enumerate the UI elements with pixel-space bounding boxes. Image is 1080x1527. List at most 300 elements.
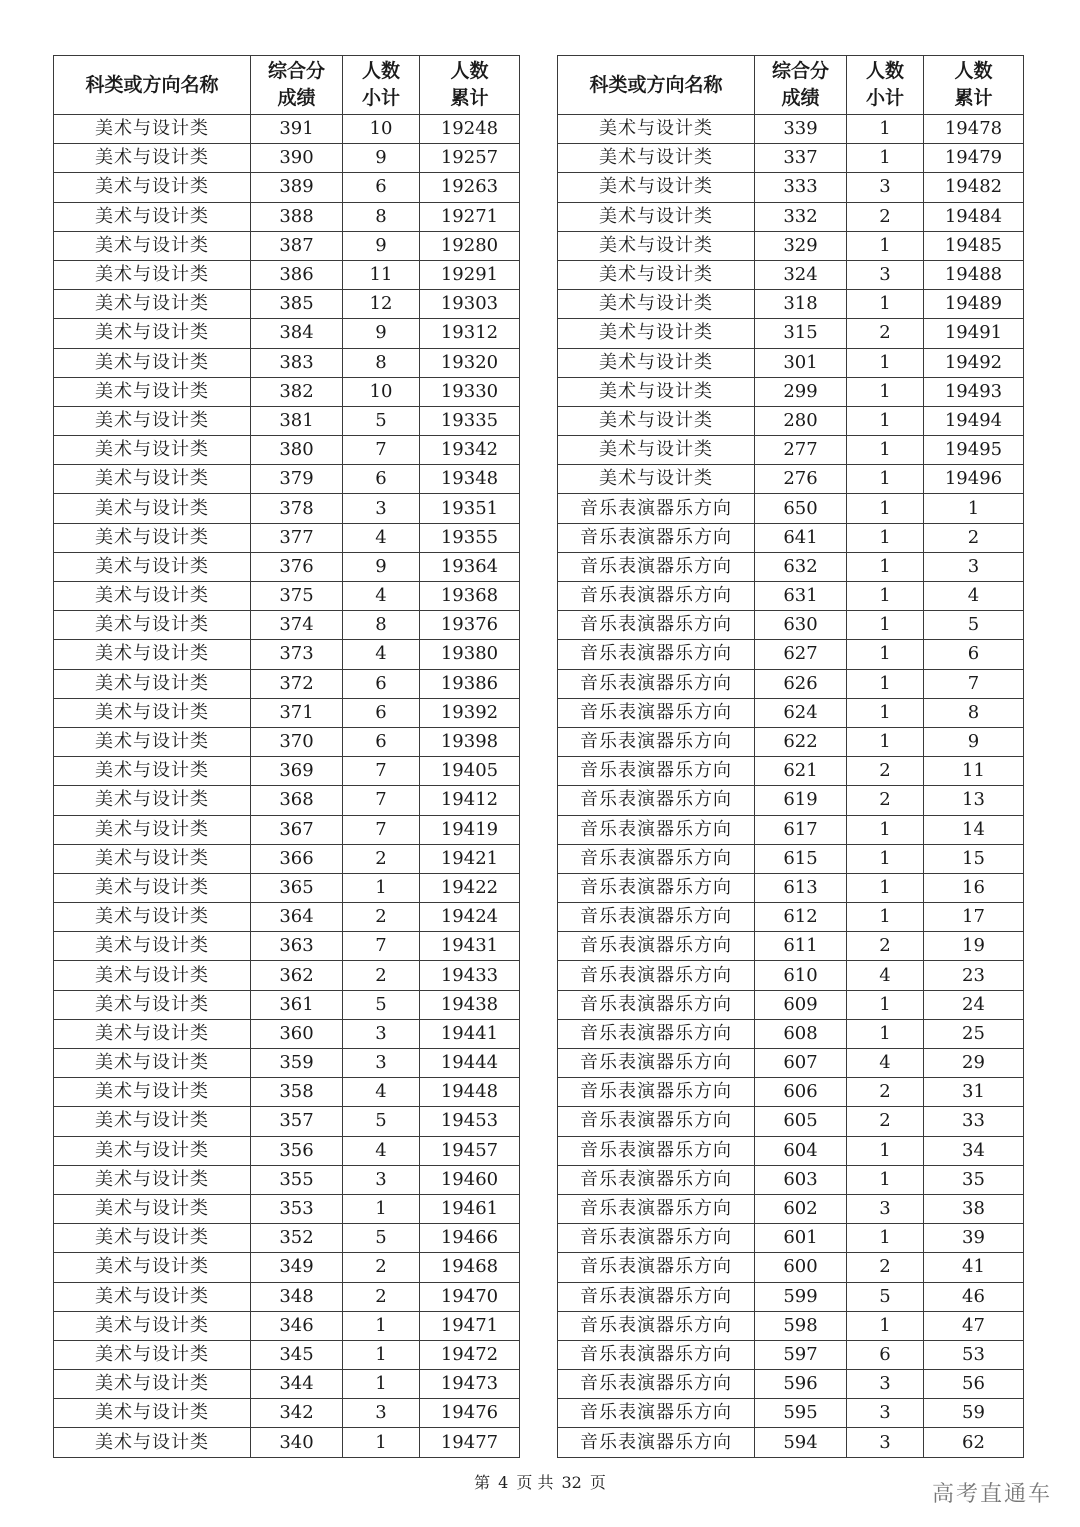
cell-category: 美术与设计类 [54, 727, 251, 756]
cell-category: 美术与设计类 [54, 1282, 251, 1311]
cell-category: 音乐表演器乐方向 [558, 1428, 755, 1457]
table-row [54, 1224, 520, 1253]
cell-category: 音乐表演器乐方向 [558, 961, 755, 990]
cell-cumulative: 38 [924, 1194, 1024, 1223]
cell-count: 1 [847, 377, 924, 406]
cell-category: 美术与设计类 [54, 844, 251, 873]
table-row [54, 1340, 520, 1369]
cell-cumulative: 59 [924, 1399, 1024, 1428]
table-row [54, 1428, 520, 1457]
table-row [54, 727, 520, 756]
cell-cumulative: 16 [924, 873, 1024, 902]
cell-cumulative: 19405 [420, 757, 520, 786]
cell-score: 641 [755, 523, 847, 552]
cell-cumulative: 2 [924, 523, 1024, 552]
header-category: 科类或方向名称 [54, 56, 251, 115]
cell-count: 2 [343, 1253, 420, 1282]
cell-score: 337 [755, 144, 847, 173]
cell-category: 美术与设计类 [558, 319, 755, 348]
cell-category: 美术与设计类 [54, 260, 251, 289]
cell-category: 美术与设计类 [54, 1165, 251, 1194]
cell-score: 276 [755, 465, 847, 494]
cell-cumulative: 5 [924, 611, 1024, 640]
cell-category: 美术与设计类 [54, 1311, 251, 1340]
cell-count: 2 [847, 1107, 924, 1136]
cell-cumulative: 11 [924, 757, 1024, 786]
cell-score: 360 [251, 1019, 343, 1048]
cell-cumulative: 14 [924, 815, 1024, 844]
table-row [54, 436, 520, 465]
table-row [558, 727, 1024, 756]
cell-score: 340 [251, 1428, 343, 1457]
cell-count: 6 [343, 465, 420, 494]
cell-count: 2 [343, 961, 420, 990]
table-row [54, 786, 520, 815]
cell-cumulative: 19355 [420, 523, 520, 552]
cell-category: 音乐表演器乐方向 [558, 669, 755, 698]
cell-score: 600 [755, 1253, 847, 1282]
cell-cumulative: 3 [924, 552, 1024, 581]
cell-cumulative: 53 [924, 1340, 1024, 1369]
table-row [54, 406, 520, 435]
cell-cumulative: 19485 [924, 231, 1024, 260]
cell-category: 美术与设计类 [54, 961, 251, 990]
cell-cumulative: 19 [924, 932, 1024, 961]
cell-category: 音乐表演器乐方向 [558, 1311, 755, 1340]
table-row [54, 1136, 520, 1165]
cell-count: 1 [847, 640, 924, 669]
cell-score: 349 [251, 1253, 343, 1282]
cell-score: 621 [755, 757, 847, 786]
header-score: 综合分 成绩 [251, 56, 343, 115]
cell-cumulative: 19368 [420, 582, 520, 611]
table-row [54, 640, 520, 669]
table-row [54, 582, 520, 611]
cell-category: 音乐表演器乐方向 [558, 1165, 755, 1194]
cell-category: 美术与设计类 [54, 1078, 251, 1107]
cell-score: 631 [755, 582, 847, 611]
cell-score: 361 [251, 990, 343, 1019]
cell-category: 音乐表演器乐方向 [558, 523, 755, 552]
table-row [54, 465, 520, 494]
header-cumulative: 人数 累计 [420, 56, 520, 115]
table-row [54, 290, 520, 319]
cell-count: 1 [847, 436, 924, 465]
cell-cumulative: 19257 [420, 144, 520, 173]
table-row [54, 757, 520, 786]
table-row [54, 844, 520, 873]
cell-category: 美术与设计类 [558, 173, 755, 202]
cell-cumulative: 19468 [420, 1253, 520, 1282]
table-row [54, 1370, 520, 1399]
table-row [558, 231, 1024, 260]
table-row [558, 1399, 1024, 1428]
cell-score: 597 [755, 1340, 847, 1369]
cell-category: 音乐表演器乐方向 [558, 698, 755, 727]
cell-cumulative: 19473 [420, 1370, 520, 1399]
table-row [558, 1253, 1024, 1282]
table-row [558, 1194, 1024, 1223]
cell-count: 7 [343, 757, 420, 786]
cell-cumulative: 19470 [420, 1282, 520, 1311]
table-row [558, 582, 1024, 611]
cell-cumulative: 35 [924, 1165, 1024, 1194]
cell-category: 音乐表演器乐方向 [558, 1399, 755, 1428]
cell-count: 1 [847, 727, 924, 756]
cell-category: 音乐表演器乐方向 [558, 757, 755, 786]
cell-score: 626 [755, 669, 847, 698]
cell-score: 379 [251, 465, 343, 494]
cell-score: 596 [755, 1370, 847, 1399]
cell-category: 美术与设计类 [558, 406, 755, 435]
cell-count: 6 [343, 173, 420, 202]
cell-score: 606 [755, 1078, 847, 1107]
cell-score: 603 [755, 1165, 847, 1194]
cell-category: 音乐表演器乐方向 [558, 1136, 755, 1165]
cell-cumulative: 19248 [420, 115, 520, 144]
cell-count: 2 [847, 757, 924, 786]
cell-count: 9 [343, 231, 420, 260]
header-cumulative: 人数 累计 [924, 56, 1024, 115]
cell-score: 370 [251, 727, 343, 756]
table-row [54, 1165, 520, 1194]
footer-mid: 页 共 [516, 1473, 554, 1492]
table-row [54, 260, 520, 289]
cell-count: 6 [343, 698, 420, 727]
cell-category: 音乐表演器乐方向 [558, 1340, 755, 1369]
table-row [558, 1136, 1024, 1165]
cell-count: 4 [343, 582, 420, 611]
table-row [54, 961, 520, 990]
cell-category: 美术与设计类 [558, 231, 755, 260]
table-row [54, 903, 520, 932]
cell-score: 632 [755, 552, 847, 581]
cell-score: 601 [755, 1224, 847, 1253]
cell-count: 2 [847, 319, 924, 348]
cell-category: 美术与设计类 [54, 1370, 251, 1399]
cell-count: 3 [343, 1165, 420, 1194]
table-row [54, 319, 520, 348]
cell-score: 385 [251, 290, 343, 319]
cell-category: 美术与设计类 [54, 465, 251, 494]
table-row [558, 377, 1024, 406]
cell-category: 美术与设计类 [54, 611, 251, 640]
cell-cumulative: 19448 [420, 1078, 520, 1107]
footer-page-number: 4 [498, 1473, 509, 1492]
cell-category: 美术与设计类 [54, 319, 251, 348]
score-table-right [557, 55, 1024, 1458]
cell-count: 8 [343, 348, 420, 377]
table-row [558, 1165, 1024, 1194]
table-row [558, 961, 1024, 990]
cell-score: 339 [755, 115, 847, 144]
cell-count: 4 [847, 961, 924, 990]
cell-count: 9 [343, 144, 420, 173]
table-row [558, 1311, 1024, 1340]
cell-cumulative: 19466 [420, 1224, 520, 1253]
cell-category: 音乐表演器乐方向 [558, 873, 755, 902]
cell-score: 333 [755, 173, 847, 202]
cell-category: 美术与设计类 [54, 494, 251, 523]
header-count: 人数 小计 [343, 56, 420, 115]
cell-category: 美术与设计类 [54, 1049, 251, 1078]
table-row [54, 231, 520, 260]
table-row [54, 348, 520, 377]
cell-category: 美术与设计类 [54, 1340, 251, 1369]
cell-count: 3 [847, 1399, 924, 1428]
cell-score: 329 [755, 231, 847, 260]
cell-cumulative: 46 [924, 1282, 1024, 1311]
cell-category: 美术与设计类 [54, 1194, 251, 1223]
cell-cumulative: 19441 [420, 1019, 520, 1048]
cell-score: 299 [755, 377, 847, 406]
cell-score: 280 [755, 406, 847, 435]
cell-score: 382 [251, 377, 343, 406]
cell-cumulative: 6 [924, 640, 1024, 669]
cell-category: 美术与设计类 [54, 115, 251, 144]
cell-count: 1 [847, 844, 924, 873]
cell-count: 10 [343, 115, 420, 144]
table-row [558, 494, 1024, 523]
cell-cumulative: 19263 [420, 173, 520, 202]
cell-cumulative: 25 [924, 1019, 1024, 1048]
cell-score: 617 [755, 815, 847, 844]
cell-score: 650 [755, 494, 847, 523]
cell-count: 2 [847, 202, 924, 231]
table-row [558, 844, 1024, 873]
cell-count: 1 [847, 903, 924, 932]
cell-score: 380 [251, 436, 343, 465]
cell-category: 音乐表演器乐方向 [558, 640, 755, 669]
cell-category: 美术与设计类 [54, 348, 251, 377]
cell-cumulative: 31 [924, 1078, 1024, 1107]
cell-category: 音乐表演器乐方向 [558, 844, 755, 873]
cell-score: 365 [251, 873, 343, 902]
cell-count: 1 [847, 815, 924, 844]
table-row [558, 436, 1024, 465]
table-row [558, 786, 1024, 815]
table-row [54, 669, 520, 698]
table-row [54, 377, 520, 406]
cell-category: 美术与设计类 [54, 873, 251, 902]
cell-score: 594 [755, 1428, 847, 1457]
cell-score: 353 [251, 1194, 343, 1223]
cell-cumulative: 19291 [420, 260, 520, 289]
cell-cumulative: 19312 [420, 319, 520, 348]
cell-score: 345 [251, 1340, 343, 1369]
cell-category: 美术与设计类 [54, 786, 251, 815]
table-row [54, 873, 520, 902]
cell-score: 630 [755, 611, 847, 640]
cell-cumulative: 19460 [420, 1165, 520, 1194]
cell-score: 366 [251, 844, 343, 873]
cell-cumulative: 19386 [420, 669, 520, 698]
cell-score: 364 [251, 903, 343, 932]
cell-cumulative: 19491 [924, 319, 1024, 348]
table-row [558, 698, 1024, 727]
cell-score: 376 [251, 552, 343, 581]
table-row [558, 757, 1024, 786]
table-row [54, 552, 520, 581]
cell-count: 9 [343, 552, 420, 581]
table-row [558, 873, 1024, 902]
cell-category: 音乐表演器乐方向 [558, 727, 755, 756]
cell-count: 1 [847, 669, 924, 698]
cell-count: 1 [847, 290, 924, 319]
cell-count: 3 [343, 494, 420, 523]
cell-cumulative: 41 [924, 1253, 1024, 1282]
cell-category: 美术与设计类 [54, 406, 251, 435]
cell-cumulative: 8 [924, 698, 1024, 727]
cell-cumulative: 19330 [420, 377, 520, 406]
header-score: 综合分 成绩 [755, 56, 847, 115]
cell-cumulative: 19453 [420, 1107, 520, 1136]
cell-score: 375 [251, 582, 343, 611]
cell-category: 美术与设计类 [54, 552, 251, 581]
cell-count: 3 [847, 260, 924, 289]
cell-cumulative: 19438 [420, 990, 520, 1019]
cell-cumulative: 19320 [420, 348, 520, 377]
cell-cumulative: 13 [924, 786, 1024, 815]
cell-count: 1 [847, 115, 924, 144]
cell-count: 2 [847, 932, 924, 961]
cell-category: 美术与设计类 [54, 1399, 251, 1428]
cell-cumulative: 19492 [924, 348, 1024, 377]
cell-score: 277 [755, 436, 847, 465]
cell-cumulative: 19424 [420, 903, 520, 932]
cell-cumulative: 19495 [924, 436, 1024, 465]
table-row [558, 932, 1024, 961]
table-row [558, 1078, 1024, 1107]
cell-score: 622 [755, 727, 847, 756]
cell-cumulative: 23 [924, 961, 1024, 990]
table-row [54, 173, 520, 202]
score-table-left [53, 55, 520, 1458]
cell-count: 3 [847, 1194, 924, 1223]
table-row [558, 1019, 1024, 1048]
table-row [558, 465, 1024, 494]
cell-count: 1 [847, 698, 924, 727]
cell-cumulative: 19271 [420, 202, 520, 231]
cell-count: 5 [343, 1224, 420, 1253]
cell-count: 1 [847, 990, 924, 1019]
table-row [558, 1428, 1024, 1457]
cell-category: 美术与设计类 [54, 757, 251, 786]
cell-score: 627 [755, 640, 847, 669]
table-row [558, 260, 1024, 289]
table-row [54, 611, 520, 640]
table-row [54, 990, 520, 1019]
table-row [558, 669, 1024, 698]
cell-category: 美术与设计类 [558, 202, 755, 231]
cell-score: 363 [251, 932, 343, 961]
cell-category: 美术与设计类 [54, 1107, 251, 1136]
cell-count: 1 [847, 144, 924, 173]
cell-score: 602 [755, 1194, 847, 1223]
cell-category: 音乐表演器乐方向 [558, 990, 755, 1019]
cell-score: 377 [251, 523, 343, 552]
cell-score: 595 [755, 1399, 847, 1428]
cell-category: 美术与设计类 [54, 202, 251, 231]
cell-count: 1 [343, 1311, 420, 1340]
table-row [54, 144, 520, 173]
cell-count: 2 [343, 844, 420, 873]
cell-count: 3 [847, 1428, 924, 1457]
header-count: 人数 小计 [847, 56, 924, 115]
cell-category: 美术与设计类 [558, 348, 755, 377]
cell-category: 美术与设计类 [558, 377, 755, 406]
cell-category: 音乐表演器乐方向 [558, 1194, 755, 1223]
cell-count: 4 [343, 1136, 420, 1165]
cell-cumulative: 19348 [420, 465, 520, 494]
cell-count: 5 [847, 1282, 924, 1311]
cell-category: 音乐表演器乐方向 [558, 1224, 755, 1253]
cell-cumulative: 29 [924, 1049, 1024, 1078]
cell-score: 358 [251, 1078, 343, 1107]
cell-category: 美术与设计类 [54, 990, 251, 1019]
cell-score: 318 [755, 290, 847, 319]
cell-cumulative: 9 [924, 727, 1024, 756]
cell-count: 11 [343, 260, 420, 289]
table-row [558, 990, 1024, 1019]
cell-count: 7 [343, 815, 420, 844]
cell-cumulative: 39 [924, 1224, 1024, 1253]
cell-cumulative: 19444 [420, 1049, 520, 1078]
cell-cumulative: 19335 [420, 406, 520, 435]
cell-cumulative: 19412 [420, 786, 520, 815]
cell-count: 1 [847, 348, 924, 377]
cell-count: 6 [343, 727, 420, 756]
cell-cumulative: 19484 [924, 202, 1024, 231]
table-row [54, 202, 520, 231]
cell-cumulative: 34 [924, 1136, 1024, 1165]
cell-category: 美术与设计类 [558, 290, 755, 319]
table-header [558, 56, 1024, 115]
table-row [558, 815, 1024, 844]
cell-cumulative: 19421 [420, 844, 520, 873]
cell-cumulative: 19494 [924, 406, 1024, 435]
cell-cumulative: 19351 [420, 494, 520, 523]
table-row [558, 1224, 1024, 1253]
cell-category: 音乐表演器乐方向 [558, 552, 755, 581]
cell-cumulative: 17 [924, 903, 1024, 932]
cell-cumulative: 1 [924, 494, 1024, 523]
cell-category: 美术与设计类 [558, 436, 755, 465]
cell-score: 378 [251, 494, 343, 523]
cell-count: 1 [847, 873, 924, 902]
table-row [558, 115, 1024, 144]
cell-cumulative: 19419 [420, 815, 520, 844]
cell-count: 1 [847, 582, 924, 611]
cell-category: 音乐表演器乐方向 [558, 1107, 755, 1136]
table-row [54, 523, 520, 552]
table-body-right [558, 115, 1024, 1458]
cell-count: 8 [343, 202, 420, 231]
cell-category: 美术与设计类 [54, 173, 251, 202]
cell-score: 610 [755, 961, 847, 990]
cell-count: 2 [847, 786, 924, 815]
cell-cumulative: 19488 [924, 260, 1024, 289]
cell-cumulative: 19482 [924, 173, 1024, 202]
cell-category: 音乐表演器乐方向 [558, 1049, 755, 1078]
table-row [558, 144, 1024, 173]
cell-score: 315 [755, 319, 847, 348]
cell-cumulative: 19478 [924, 115, 1024, 144]
cell-score: 373 [251, 640, 343, 669]
cell-cumulative: 19472 [420, 1340, 520, 1369]
cell-count: 5 [343, 406, 420, 435]
cell-count: 5 [343, 1107, 420, 1136]
